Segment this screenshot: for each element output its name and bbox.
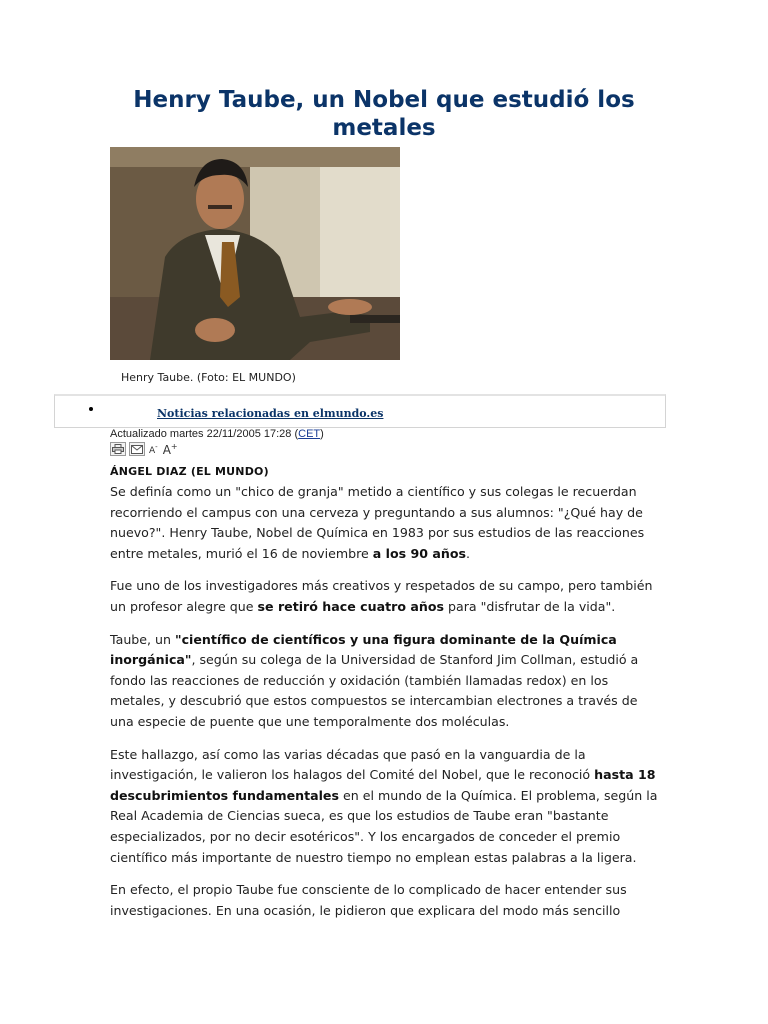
timezone-link[interactable]: CET bbox=[298, 428, 321, 440]
font-increase-button[interactable]: A+ bbox=[162, 441, 178, 457]
paragraph-2: Fue uno de los investigadores más creativos y respetados de su campo, pero también un profesor alegre que se retiró hace cuatro años para "disfrutar de la vida". bbox=[110, 578, 653, 614]
list-bullet bbox=[89, 407, 93, 411]
print-icon[interactable] bbox=[110, 442, 126, 456]
font-decrease-button[interactable]: A- bbox=[149, 442, 158, 456]
portrait-image bbox=[110, 147, 400, 360]
related-news-box bbox=[54, 394, 666, 428]
photo-caption: Henry Taube. (Foto: EL MUNDO) bbox=[121, 371, 296, 384]
email-icon[interactable] bbox=[129, 442, 145, 456]
author-byline: ÁNGEL DIAZ (EL MUNDO) bbox=[110, 465, 269, 478]
paragraph-1: Se definía como un "chico de granja" metido a científico y sus colegas le recuerdan recorriendo el campus con una cerveza y preguntando a sus alumnos: "¿Qué hay de nuevo?". Henry Taube, Nobel de Química en 1983 por sus estudios de las reacciones entre metales, murió el 16 de noviembre a los 90 años. bbox=[110, 484, 645, 561]
updated-suffix: ) bbox=[320, 428, 324, 440]
paragraph-3: Taube, un "científico de científicos y una figura dominante de la Química inorgánica", según su colega de la Universidad de Stanford Jim Collman, estudió a fondo las reacciones de reducción y oxidación (también llamadas redox) en los metales, y descubrió que estos compuestos se intercambian electrones a través de una especie de puente que une temporalmente dos moléculas. bbox=[110, 631, 639, 729]
article-photo bbox=[110, 147, 400, 360]
paragraph-5: En efecto, el propio Taube fue consciente de lo complicado de hacer entender sus investigaciones. En una ocasión, le pidieron que explicara del modo más sencillo bbox=[110, 882, 627, 918]
paragraph-4: Este hallazgo, así como las varias décadas que pasó en la vanguardia de la investigación, le valieron los halagos del Comité del Nobel, que le reconoció hasta 18 descubrimientos fundamentales en el mundo de la Química. El problema, según la Real Academia de Ciencias sueca, es que los estudios de Taube eran "bastante especializados, por no decir esotéricos". Y los encargados de conceder el premio científico más importante de nuestro tiempo no emplean estas palabras a la ligera. bbox=[110, 746, 658, 865]
article-tools bbox=[110, 441, 179, 457]
updated-timestamp bbox=[110, 428, 324, 440]
updated-prefix: Actualizado martes 22/11/2005 17:28 ( bbox=[110, 428, 299, 440]
article-title: Henry Taube, un Nobel que estudió los metales bbox=[133, 87, 635, 141]
related-news-link[interactable]: Noticias relacionadas en elmundo.es bbox=[157, 407, 384, 420]
article-body bbox=[110, 482, 660, 933]
